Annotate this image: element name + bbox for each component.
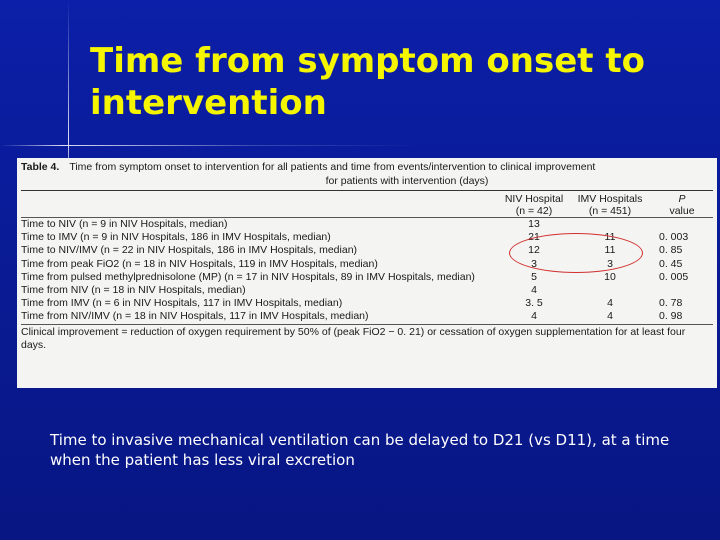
row-imv-value: 11	[604, 231, 616, 244]
header-imv-n: (n = 451)	[588, 205, 632, 217]
row-label: Time to IMV (n = 9 in NIV Hospitals, 186 in IMV Hospitals, median)	[21, 231, 331, 244]
table-row	[21, 297, 713, 310]
table-header-row	[21, 191, 713, 217]
row-label: Time from IMV (n = 6 in NIV Hospitals, 117 in IMV Hospitals, median)	[21, 297, 343, 310]
row-p-value: 0. 78	[659, 297, 683, 310]
row-p-value: 0. 85	[659, 244, 683, 257]
row-p-value	[651, 218, 713, 231]
header-imv-label: IMV Hospitals	[577, 193, 643, 205]
row-p-value: 0. 98	[659, 310, 683, 323]
table-footnote: Clinical improvement = reduction of oxygen requirement by 50% of (peak FiO2 − 0. 21) or cessation of oxygen supplementation for at least four days.	[21, 325, 686, 351]
decorative-horizontal-line	[0, 145, 420, 146]
header-imv	[569, 191, 651, 217]
row-p-value: 0. 003	[659, 231, 689, 244]
row-label: Time from NIV/IMV (n = 18 in NIV Hospitals, 117 in IMV Hospitals, median)	[21, 310, 369, 323]
row-imv-value	[569, 284, 651, 297]
header-niv-label: NIV Hospital	[504, 193, 564, 205]
table-caption-text: Time from symptom onset to intervention for all patients and time from events/intervention to clinical improvement	[69, 161, 596, 173]
table-image-panel	[17, 158, 717, 388]
row-label: Time from NIV (n = 18 in NIV Hospitals, median)	[21, 284, 246, 297]
row-p-value: 0. 45	[659, 257, 683, 270]
row-niv-value: 4	[531, 310, 537, 323]
row-p-value: 0. 005	[659, 270, 689, 283]
table-row	[21, 310, 713, 323]
row-niv-value: 3. 5	[525, 297, 543, 310]
header-p-label: P	[678, 193, 686, 205]
table-row	[21, 218, 713, 231]
table-label: Table 4.	[21, 161, 60, 173]
highlight-oval	[509, 233, 643, 273]
row-niv-value: 12	[528, 244, 540, 257]
table-bottom-rule	[21, 324, 713, 325]
row-label: Time to NIV (n = 9 in NIV Hospitals, median)	[21, 218, 228, 230]
row-niv-value: 4	[531, 284, 537, 297]
header-p-sub: value	[669, 205, 695, 217]
row-imv-value: 4	[607, 297, 613, 310]
slide-title: Time from symptom onset to intervention	[90, 41, 645, 123]
row-label: Time from pulsed methylprednisolone (MP) (n = 17 in NIV Hospitals, 89 in IMV Hospitals, median)	[21, 270, 475, 283]
row-label: Time from peak FiO2 (n = 18 in NIV Hospitals, 119 in IMV Hospitals, median)	[21, 257, 378, 270]
row-niv-value: 13	[528, 218, 540, 230]
table-row	[21, 284, 713, 297]
header-niv	[499, 191, 569, 217]
row-niv-value: 3	[531, 257, 537, 270]
header-empty	[21, 191, 499, 217]
row-niv-value: 21	[528, 231, 540, 244]
table-row	[21, 271, 713, 284]
row-label: Time to NIV/IMV (n = 22 in NIV Hospitals, 186 in IMV Hospitals, median)	[21, 244, 358, 257]
row-imv-value: 4	[607, 310, 613, 323]
row-niv-value: 5	[531, 270, 537, 283]
table-caption-line2: for patients with intervention (days)	[325, 175, 489, 187]
header-p	[651, 191, 713, 217]
results-table	[21, 191, 713, 217]
row-imv-value: 10	[604, 270, 616, 283]
results-table-body	[21, 218, 713, 324]
row-imv-value: 11	[604, 244, 616, 257]
row-imv-value	[569, 218, 651, 231]
header-niv-n: (n = 42)	[515, 205, 553, 217]
row-p-value	[651, 284, 713, 297]
row-imv-value: 3	[607, 257, 613, 270]
table-caption-line1	[21, 160, 713, 174]
slide-caption: Time to invasive mechanical ventilation can be delayed to D21 (vs D11), at a time when the patient has less viral excretion	[50, 431, 670, 469]
